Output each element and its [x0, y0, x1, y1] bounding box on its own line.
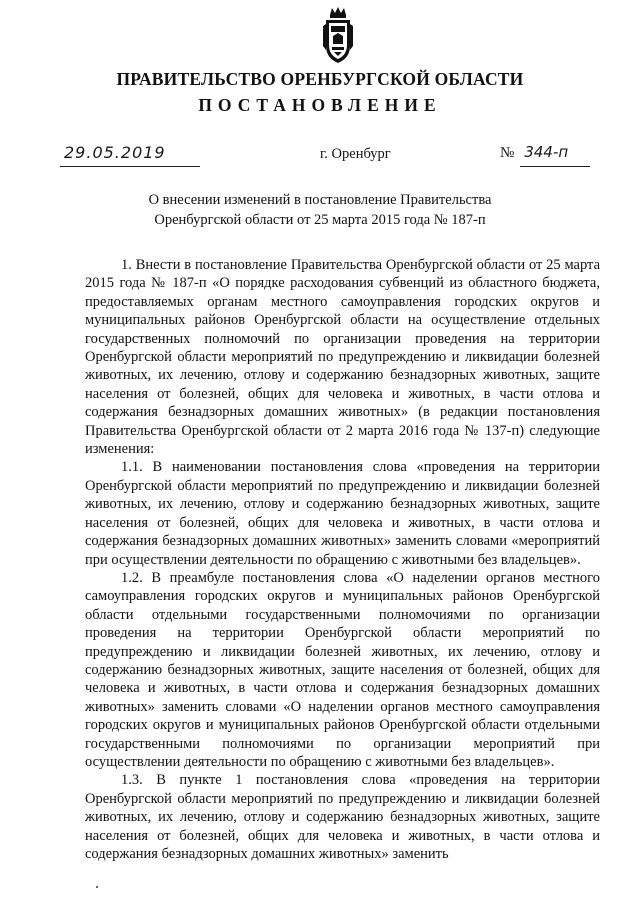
orenburg-coat-of-arms-icon — [321, 6, 355, 64]
document-type: ПОСТАНОВЛЕНИЕ — [198, 95, 442, 115]
subject-line-1: О внесении изменений в постановление Правительства — [148, 192, 492, 208]
paragraph-1-3: 1.3. В пункте 1 постановления слова «проведения на территории Оренбургской области мероприятий по предупреждению и ликвидации болезней животных, их лечению, отлову и содержанию безнадзорных животных, защите населения от болезней, общих для человека и животных, в части отлова и содержания безнадзорных домашних животных» заменить — [85, 772, 600, 862]
document-subject — [0, 191, 640, 230]
document-number — [500, 143, 568, 162]
document-city: г. Оренбург — [320, 146, 391, 162]
paragraph-1: 1. Внести в постановление Правительства Оренбургской области от 25 марта 2015 года № 187-п «О порядке расходования субвенций из областного бюджета, предоставляемых органам местного самоуправления городских округов и муниципальных районов Оренбургской области на осуществление отдельных государственных полномочий по организации проведения на территории Оренбургской области мероприятий по предупреждению и ликвидации болезней животных, их лечению, отлову и содержанию безнадзорных животных, защите населения от болезней, общих для человека и животных, в части отлова и содержания безнадзорных домашних животных» (в редакции постановления Правительства Оренбургской области от 2 марта 2016 года № 137-п) следующие изменения: — [85, 257, 600, 458]
subject-line-2: Оренбургской области от 25 марта 2015 года № 187-п — [154, 211, 486, 228]
paragraph-1-2: 1.2. В преамбуле постановления слова «О наделении органов местного самоуправления городских округов и муниципальных районов Оренбургской области отдельными государственными полномочиями по организации проведения на территории Оренбургской области мероприятий по предупреждению и ликвидации болезней животных, их лечению, отлову и содержанию безнадзорных животных, защите населения от болезней, общих для человека и животных, в части отлова и содержания безнадзорных домашних животных» заменить словами «О наделении органов местного самоуправления городских округов и муниципальных районов Оренбургской области отдельными государственными полномочиями по организации мероприятий при осуществлении деятельности по обращению с животными без владельцев». — [85, 569, 600, 770]
government-title: ПРАВИТЕЛЬСТВО ОРЕНБУРГСКОЙ ОБЛАСТИ — [116, 69, 524, 89]
scan-mark — [96, 886, 98, 888]
date-underline — [60, 166, 200, 167]
number-underline — [520, 166, 590, 167]
number-sign: № — [500, 145, 515, 161]
paragraph-1-1: 1.1. В наименовании постановления слова «проведения на территории Оренбургской области мероприятий по предупреждению и ликвидации болезней животных, их лечению, отлову и содержанию безнадзорных животных, защите населения от болезней, общих для человека и животных, в части отлова и содержания безнадзорных домашних животных» заменить словами «мероприятий при осуществлении деятельности по обращению с животными без владельцев». — [85, 459, 600, 568]
number-value: 344-п — [524, 143, 569, 161]
document-date: 29.05.2019 — [64, 143, 166, 162]
document-body — [85, 256, 600, 863]
